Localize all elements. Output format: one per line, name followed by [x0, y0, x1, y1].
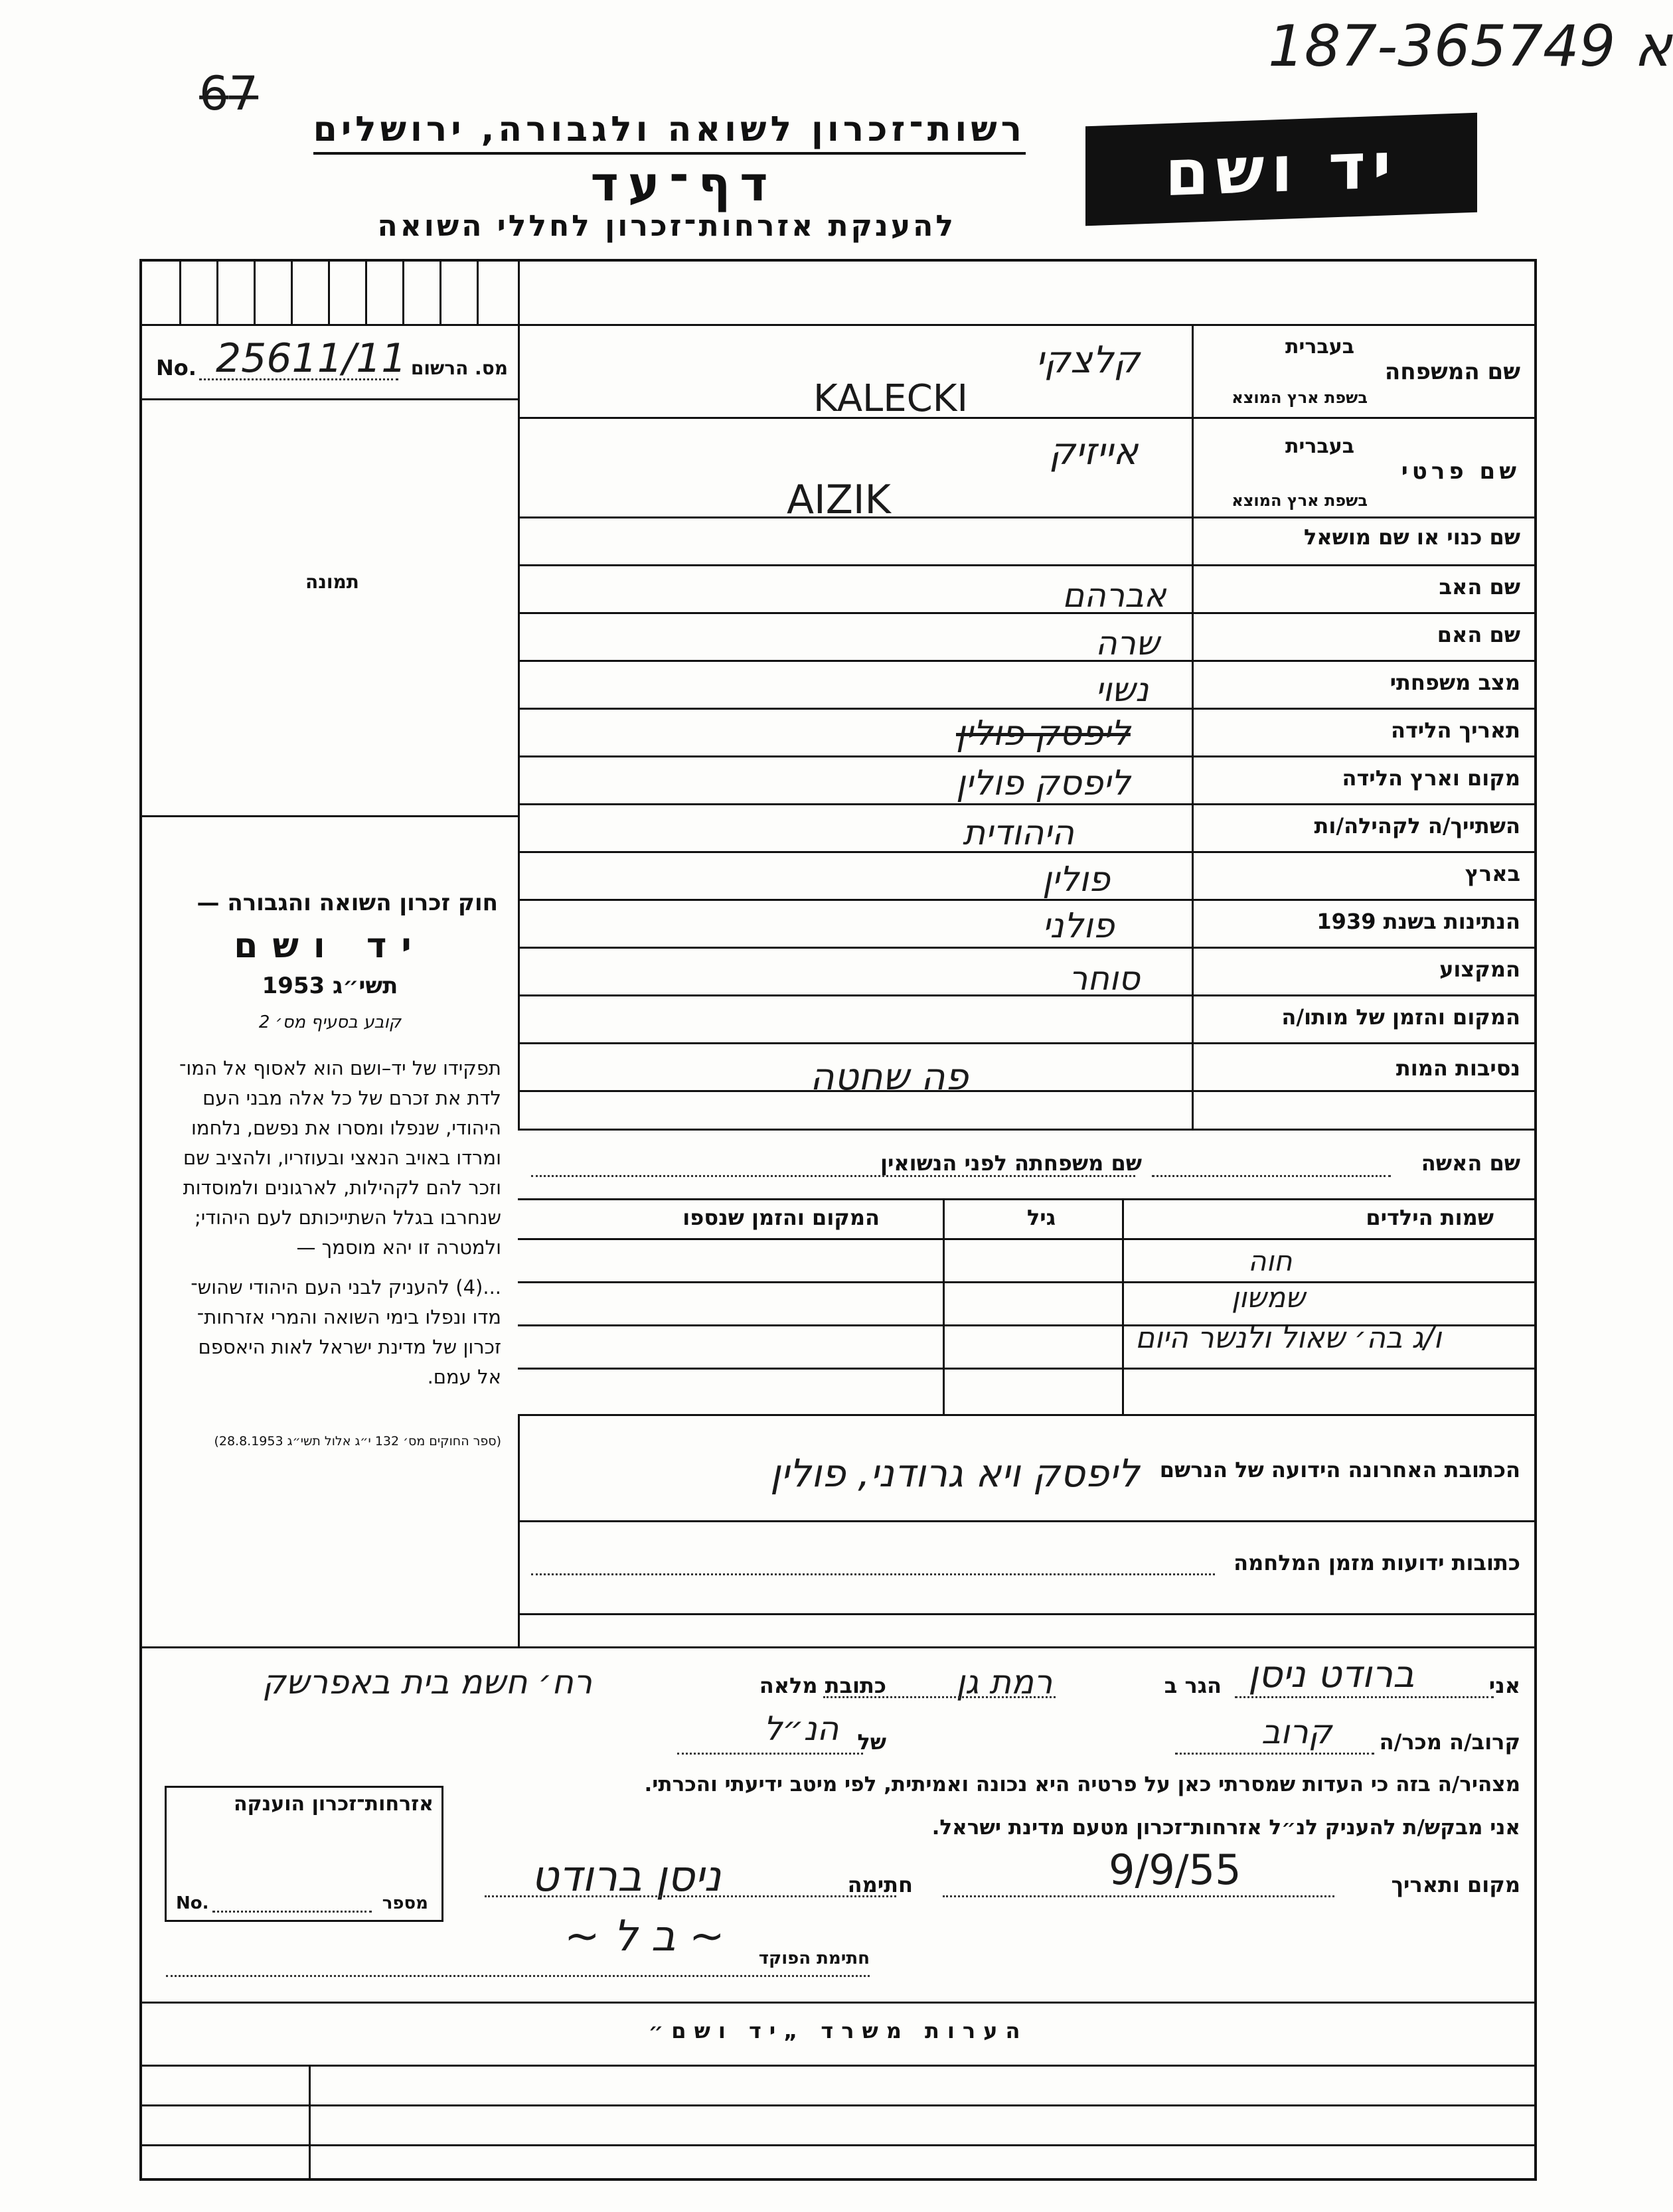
firstname-hebrew-value: אייזיק: [1049, 430, 1139, 473]
surname-origin-value: KALECKI: [813, 377, 968, 420]
relative-value: קרוב: [1261, 1713, 1332, 1751]
profession-label: המקצוע: [1439, 957, 1520, 982]
firstname-origin-value: AIZIK: [787, 477, 891, 523]
law-text-8: ...(4) להעניק לבני העם היהודי שהוש־: [191, 1276, 501, 1299]
death-circ-label: נסיבות המות: [1395, 1056, 1520, 1081]
child-2: שמשון: [1232, 1281, 1305, 1314]
officer-signature-label: חתימת הפוקד: [758, 1948, 870, 1968]
registration-no-label: No.: [156, 355, 197, 380]
citizenship-value: פולני: [1042, 906, 1115, 946]
signature-value: ניסן ברודט: [531, 1852, 722, 1901]
marital-value: נשוי: [1095, 671, 1149, 709]
surname-origin-label: בשפת ארץ המוצא: [1232, 388, 1368, 407]
office-notes-label: הערות משרד „יד ושם״: [648, 2018, 1028, 2043]
mother-value: שרה: [1095, 624, 1160, 663]
law-text-9: מדו ונפלו בימי השואה והמרי אזרחות־: [197, 1306, 501, 1328]
law-text-2: לדת את זכרם של כל אלה מבני העם: [202, 1087, 501, 1109]
relative-label: קרוב/ה מכר/ה: [1379, 1729, 1520, 1755]
yad-vashem-logo: [1085, 113, 1477, 226]
citizenship-label: הנתינות בשנת 1939: [1316, 909, 1520, 934]
surname-label: שם המשפחה: [1384, 358, 1520, 385]
photo-label: תמונה: [305, 571, 359, 593]
form-title: דף־עד: [590, 156, 777, 212]
community-label: השתייך/ה לקהילה/ות: [1314, 813, 1520, 838]
surname-hebrew-value: קלצקי: [1036, 339, 1141, 382]
law-text-3: היהודי, שנפלו ומסרו את נפשם, נלחמו: [191, 1117, 501, 1139]
surname-hebrew-label: בעברית: [1285, 335, 1354, 358]
law-clause: קובע בסעיף מס׳ 2: [258, 1012, 402, 1032]
declarant-full-address-value: רח׳ חשמ בית באפרשק: [262, 1663, 593, 1701]
request-text: אני מבקש/ת להעניק לנ״ל אזרחות־זכרון מטעם מדינת ישראל.: [931, 1816, 1520, 1840]
birthdate-label: תאריך הלידה: [1390, 718, 1520, 743]
law-text-11: אל עמם.: [427, 1366, 501, 1388]
logo-text: יד ושם: [1164, 127, 1398, 211]
firstname-hebrew-label: בעברית: [1285, 435, 1354, 458]
death-circ-value: פה שחטה: [810, 1056, 969, 1099]
law-text-5: וזכר להם לקהילות, לארגונים ולמוסדות: [183, 1176, 501, 1199]
page-number-mark: 6̶7̶: [199, 66, 259, 121]
law-year: תשי״ג 1953: [262, 973, 398, 999]
citizenship-number-label: מספר: [382, 1893, 428, 1913]
firstname-label: שם פרטי: [1401, 458, 1520, 485]
registration-number: 25611/11: [216, 335, 407, 382]
firstname-origin-label: בשפת ארץ המוצא: [1232, 491, 1368, 510]
marital-label: מצב משפחתי: [1390, 670, 1520, 695]
citizenship-box-title: אזרחות־זכרון הוענקה: [233, 1792, 434, 1816]
law-heading: חוק זכרון השואה והגבורה —: [197, 890, 498, 916]
law-name: יד ושם: [234, 926, 426, 966]
place-date-value: 9/9/55: [1109, 1846, 1241, 1894]
law-text-1: תפקידו של יד–ושם הוא לאסוף אל המו־: [179, 1057, 501, 1079]
birthplace-value: ליפסק פולין: [956, 763, 1131, 803]
law-text-7: ולמטרה זו יהא מוסמך —: [296, 1236, 501, 1259]
of-label: של: [857, 1729, 886, 1755]
authority-line: רשות־זכרון לשואה ולגבורה, ירושלים: [313, 110, 1026, 155]
wife-maiden-label: שם משפחתה לפני הנשואין: [880, 1150, 1142, 1176]
form-subtitle: להענקת אזרחות־זכרון לחללי השואה: [377, 209, 956, 243]
code-boxes: [142, 262, 520, 325]
father-value: אברהם: [1062, 576, 1166, 615]
declarant-name: ברודט ניסן: [1248, 1653, 1415, 1696]
citizenship-no-label: No.: [176, 1893, 209, 1913]
law-source: (ספר החוקים מס׳ 132 י״ג אלול תשי״ג 28.8.1953): [214, 1434, 501, 1449]
declarant-resides-value: רמת גן: [956, 1663, 1053, 1701]
registration-label: מס. הרשום: [410, 357, 508, 379]
community-value: היהודית: [963, 813, 1074, 853]
birthplace-label: מקום וארץ הלידה: [1342, 765, 1520, 791]
children-place-label: המקום והזמן שנספו: [682, 1205, 880, 1230]
country-label: בארץ: [1465, 861, 1520, 886]
nickname-label: שם כנוי או שם מושאל: [1303, 524, 1520, 550]
last-address-label: הכתובת האחרונה הידועה של הנרשם: [1159, 1457, 1520, 1482]
declarant-full-address-label: כתובת מלאה: [759, 1673, 886, 1698]
place-date-label: מקום ותאריך: [1391, 1872, 1520, 1897]
war-address-label: כתובות ידועות מזמן המלחמה: [1234, 1550, 1520, 1575]
children-age-label: גיל: [1026, 1205, 1056, 1230]
declaration-text: מצהיר/ה בזה כי העדות שמסרתי כאן על פרטיה היא נכונה ואמיתית, לפי מיטב ידיעתי והכרתי.: [644, 1773, 1520, 1796]
wife-label: שם האשה: [1421, 1150, 1520, 1176]
officer-signature-mark: ~ ב ל ~: [564, 1912, 725, 1961]
child-1: חוה: [1248, 1245, 1293, 1277]
child-3: ו/ג בה׳ שאול ולנשר היום: [1135, 1321, 1442, 1355]
law-text-6: שנחרבו בגלל השתייכותם לעם היהודי;: [194, 1206, 501, 1229]
of-value: הנ״ל: [763, 1709, 839, 1748]
declarant-i-label: אני: [1488, 1673, 1520, 1698]
birthdate-value: ליפסק פולין: [956, 714, 1131, 753]
last-address-value: ליפסק ויא גרודני, פולין: [770, 1451, 1140, 1496]
children-names-label: שמות הילדים: [1366, 1205, 1494, 1230]
profession-value: סוחר: [1069, 959, 1140, 998]
signature-label: חתימה: [847, 1872, 913, 1897]
father-label: שם האב: [1439, 574, 1520, 599]
law-text-10: זכרון של מדינת ישראל לאות היאספם: [198, 1336, 501, 1358]
mother-label: שם האם: [1437, 622, 1520, 647]
country-value: פולין: [1042, 860, 1110, 900]
file-number: 187-א 365749: [1268, 13, 1672, 80]
law-text-4: ומרדו באויב הנאצי ובעוזריו, ולהציב שם: [183, 1146, 501, 1169]
declarant-resides-label: הגר ב: [1164, 1673, 1222, 1698]
death-place-label: המקום והזמן של מותו/ה: [1281, 1004, 1520, 1030]
